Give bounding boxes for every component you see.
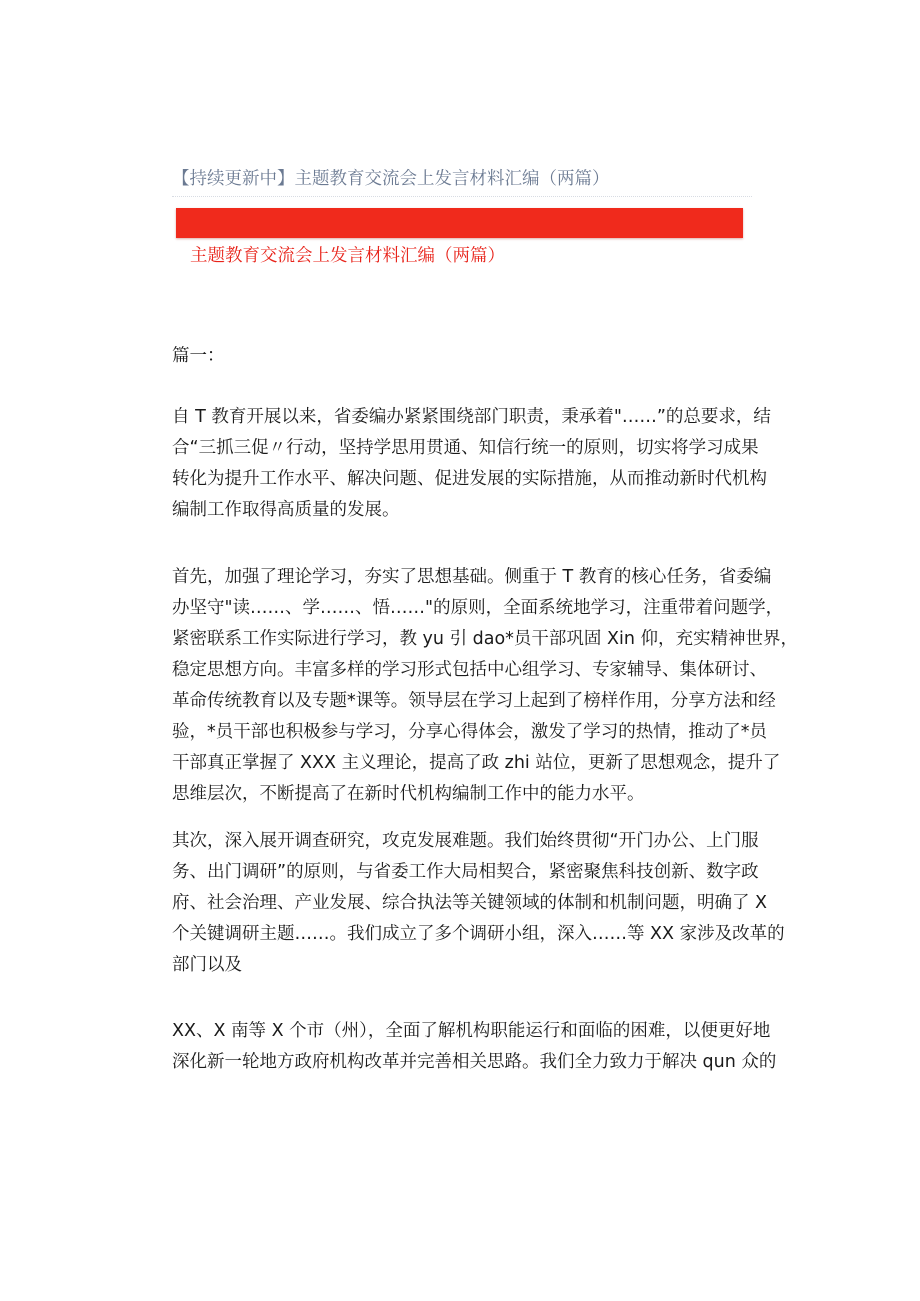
paragraph-line: 革命传统教育以及专题*课等。领导层在学习上起到了榜样作用，分享方法和经 xyxy=(172,691,776,711)
paragraph-line: 验，*员干部也积极参与学习，分享心得体会，激发了学习的热情，推动了*员 xyxy=(172,722,767,742)
paragraph-line: 首先，加强了理论学习，夯实了思想基础。侧重于 T 教育的核心任务，省委编 xyxy=(172,567,772,587)
paragraph-line: 务、出门调研”的原则，与省委工作大局相契合，紧密聚焦科技创新、数字政 xyxy=(172,862,759,882)
paragraph-cities xyxy=(172,1016,777,1078)
paragraph-line: 部门以及 xyxy=(172,955,242,975)
paragraph-theory-study xyxy=(172,562,798,810)
paragraph-line: 其次，深入展开调查研究，攻克发展难题。我们始终贯彻“开门办公、上门服 xyxy=(172,831,759,851)
document-header-title: 【持续更新中】主题教育交流会上发言材料汇编（两篇） xyxy=(172,166,752,197)
paragraph-line: XX、X 南等 X 个市（州），全面了解机构职能运行和面临的困难，以便更好地 xyxy=(172,1021,771,1041)
paragraph-line: 深化新一轮地方政府机构改革并完善相关思路。我们全力致力于解决 qun 众的 xyxy=(172,1052,777,1072)
paragraph-research xyxy=(172,826,785,981)
paragraph-line: 编制工作取得高质量的发展。 xyxy=(172,500,400,520)
paragraph-line: 自 T 教育开展以来，省委编办紧紧围绕部门职责，秉承着"……”的总要求，结 xyxy=(172,407,771,427)
paragraph-line: 稳定思想方向。丰富多样的学习形式包括中心组学习、专家辅导、集体研讨、 xyxy=(172,660,767,680)
paragraph-line: 合“三抓三促〃行动，坚持学思用贯通、知信行统一的原则，切实将学习成果 xyxy=(172,438,759,458)
paragraph-line: 紧密联系工作实际进行学习，教 yu 引 dao*员干部巩固 Xin 仰，充实精神世界， xyxy=(172,629,798,649)
paragraph-line: 府、社会治理、产业发展、综合执法等关键领域的体制和机制问题，明确了 X xyxy=(172,893,768,913)
document-sub-title: 主题教育交流会上发言材料汇编（两篇） xyxy=(190,246,505,266)
paragraph-line: 思维层次，不断提高了在新时代机构编制工作中的能力水平。 xyxy=(172,784,645,804)
paragraph-intro xyxy=(172,402,771,526)
paragraph-line: 转化为提升工作水平、解决问题、促进发展的实际措施，从而推动新时代机构 xyxy=(172,469,767,489)
paragraph-line: 干部真正掌握了 XXX 主义理论，提高了政 zhi 站位，更新了思想观念，提升了 xyxy=(172,753,781,773)
paragraph-line: 办坚守"读……、学……、悟……"的原则，全面系统地学习，注重带着问题学， xyxy=(172,598,784,618)
red-title-banner xyxy=(176,208,743,238)
section-label: 篇一： xyxy=(172,346,225,366)
paragraph-line: 个关键调研主题……。我们成立了多个调研小组，深入……等 XX 家涉及改革的 xyxy=(172,924,785,944)
